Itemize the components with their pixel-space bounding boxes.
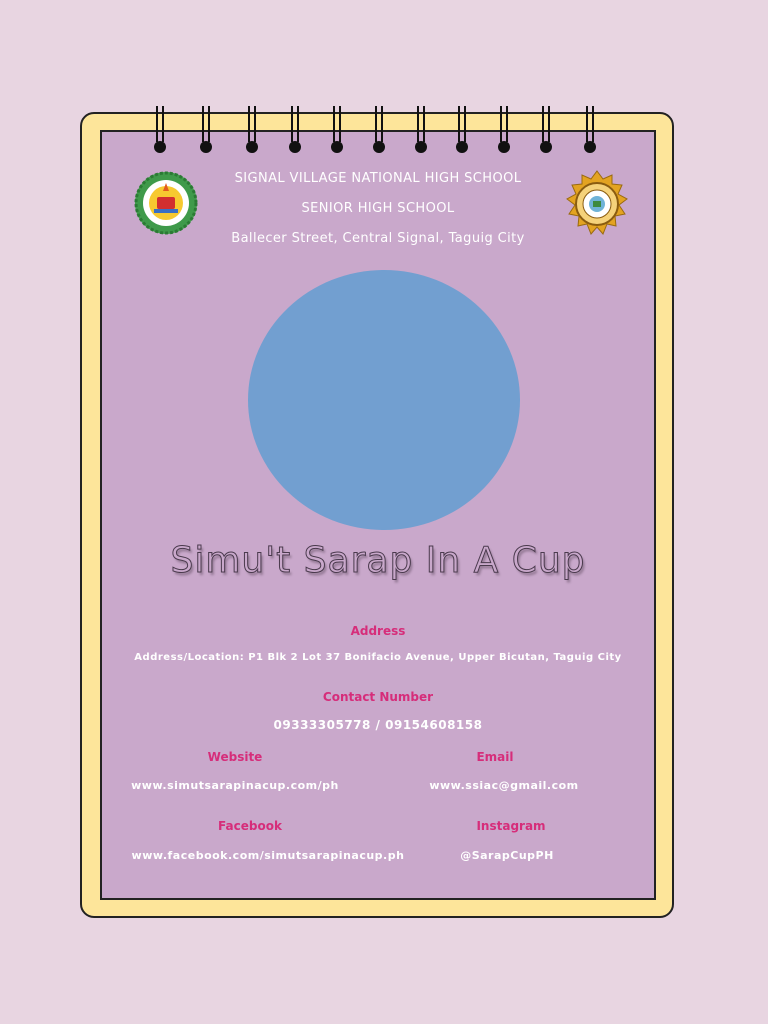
spiral-ring xyxy=(245,104,259,152)
email-value[interactable]: www.ssiac@gmail.com xyxy=(429,779,579,792)
spiral-ring xyxy=(583,104,597,152)
contact-value: 09333305778 / 09154608158 xyxy=(273,718,483,732)
spiral-ring xyxy=(288,104,302,152)
spiral-ring xyxy=(372,104,386,152)
address-label: Address xyxy=(350,624,406,638)
school-name: SIGNAL VILLAGE NATIONAL HIGH SCHOOL xyxy=(234,171,522,186)
email-label: Email xyxy=(476,750,514,764)
contact-label: Contact Number xyxy=(322,690,434,704)
business-title: Simu't Sarap In A Cup xyxy=(170,540,586,581)
facebook-label: Facebook xyxy=(218,819,282,833)
address-value: Address/Location: P1 Blk 2 Lot 37 Bonifacio Avenue, Upper Bicutan, Taguig City xyxy=(134,652,622,663)
image-placeholder-circle xyxy=(248,270,520,530)
spiral-ring xyxy=(153,104,167,152)
spiral-ring xyxy=(330,104,344,152)
school-division: SENIOR HIGH SCHOOL xyxy=(301,201,455,216)
instagram-value[interactable]: @SarapCupPH xyxy=(460,849,554,862)
website-label: Website xyxy=(207,750,263,764)
spiral-ring xyxy=(414,104,428,152)
spiral-ring xyxy=(199,104,213,152)
spiral-ring xyxy=(497,104,511,152)
instagram-label: Instagram xyxy=(476,819,546,833)
spiral-ring xyxy=(455,104,469,152)
website-value[interactable]: www.simutsarapinacup.com/ph xyxy=(131,779,339,792)
facebook-value[interactable]: www.facebook.com/simutsarapinacup.ph xyxy=(131,849,405,862)
spiral-ring xyxy=(539,104,553,152)
school-address: Ballecer Street, Central Signal, Taguig City xyxy=(231,231,525,246)
